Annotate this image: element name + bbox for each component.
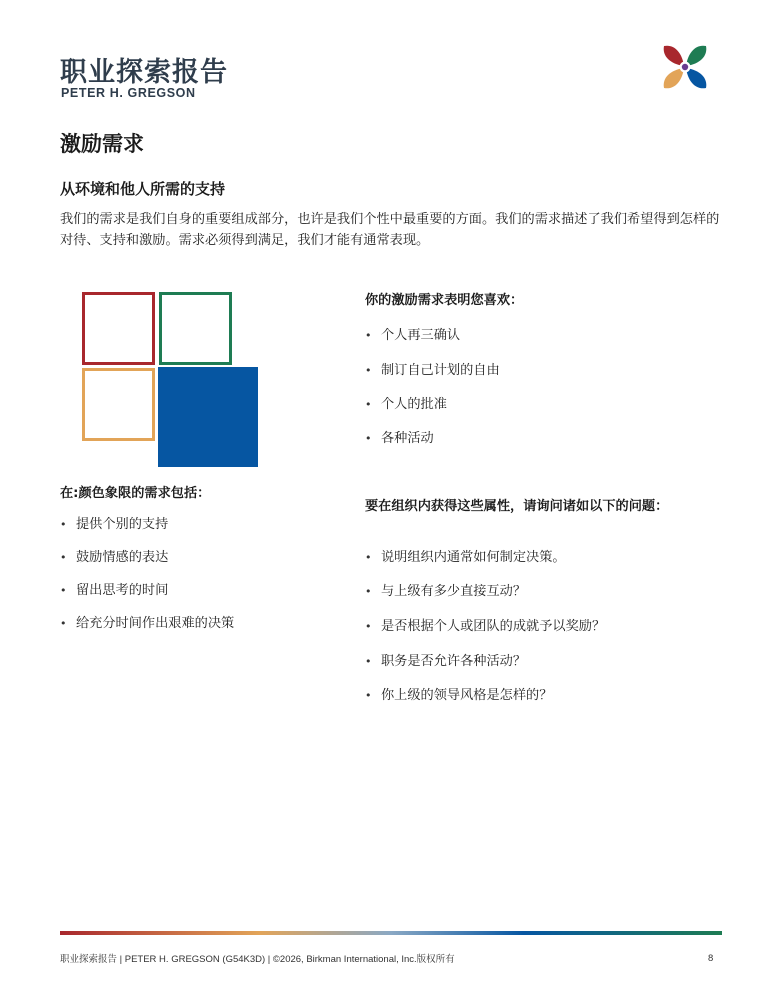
bullet-icon: •: [365, 364, 372, 377]
list-item: • 个人再三确认: [365, 328, 461, 343]
bullet-icon: •: [365, 398, 372, 411]
organization-questions-list: [365, 549, 705, 709]
list-item: • 鼓励情感的表达: [60, 550, 169, 565]
bullet-icon: •: [60, 584, 67, 597]
bullet-icon: •: [365, 585, 372, 598]
color-needs-list: [60, 516, 350, 646]
blue-quadrant-square: [158, 367, 258, 467]
bullet-icon: •: [365, 620, 372, 633]
list-item: • 你上级的领导风格是怎样的？: [365, 688, 553, 703]
needs-preferences-heading: 你的激励需求表明您喜欢：: [365, 293, 524, 308]
red-quadrant-square: [82, 292, 155, 365]
list-item: • 说明组织内通常如何制定决策。: [365, 550, 566, 565]
section-title: 激励需求: [60, 132, 144, 156]
section-subtitle: 从环境和他人所需的支持: [60, 180, 226, 198]
intro-paragraph: 我们的需求是我们自身的重要组成部分，也许是我们个性中最重要的方面。我们的需求描述了我们希望得到怎样的对待、支持和激励。需求必须得到满足，我们才能有通常表现。: [60, 212, 720, 248]
needs-preferences-list: [365, 327, 705, 457]
list-item: • 留出思考的时间: [60, 583, 169, 598]
bullet-icon: •: [365, 432, 372, 445]
list-item: • 给充分时间作出艰难的决策: [60, 616, 235, 631]
bullet-icon: •: [365, 655, 372, 668]
list-item: • 各种活动: [365, 431, 434, 446]
bullet-icon: •: [60, 551, 67, 564]
page-number: 8: [708, 953, 714, 964]
list-item: • 制订自己计划的自由: [365, 363, 500, 378]
bullet-icon: •: [60, 518, 67, 531]
bullet-icon: •: [365, 329, 372, 342]
birkman-logo-icon: [660, 42, 710, 92]
footer-copyright: 职业探索报告 | PETER H. GREGSON (G54K3D) | ©2026, Birkman International, Inc.版权所有: [60, 954, 455, 965]
organization-questions-heading: 要在组织内获得这些属性，请询问诸如以下的问题：: [365, 499, 669, 514]
report-title: 职业探索报告: [60, 57, 228, 88]
person-name: PETER H. GREGSON: [61, 86, 196, 100]
list-item: • 个人的批准: [365, 397, 447, 412]
list-item: • 职务是否允许各种活动？: [365, 654, 527, 669]
bullet-icon: •: [365, 551, 372, 564]
footer-color-bar: [60, 931, 722, 935]
bullet-icon: •: [60, 617, 67, 630]
list-item: • 提供个别的支持: [60, 517, 169, 532]
list-item: • 是否根据个人或团队的成就予以奖励？: [365, 619, 606, 634]
yellow-quadrant-square: [82, 368, 155, 441]
color-quadrant-graphic: [82, 292, 258, 468]
color-needs-heading: 在:颜色象限的需求包括：: [60, 486, 211, 501]
list-item: • 与上级有多少直接互动？: [365, 584, 527, 599]
bullet-icon: •: [365, 689, 372, 702]
green-quadrant-square: [159, 292, 232, 365]
